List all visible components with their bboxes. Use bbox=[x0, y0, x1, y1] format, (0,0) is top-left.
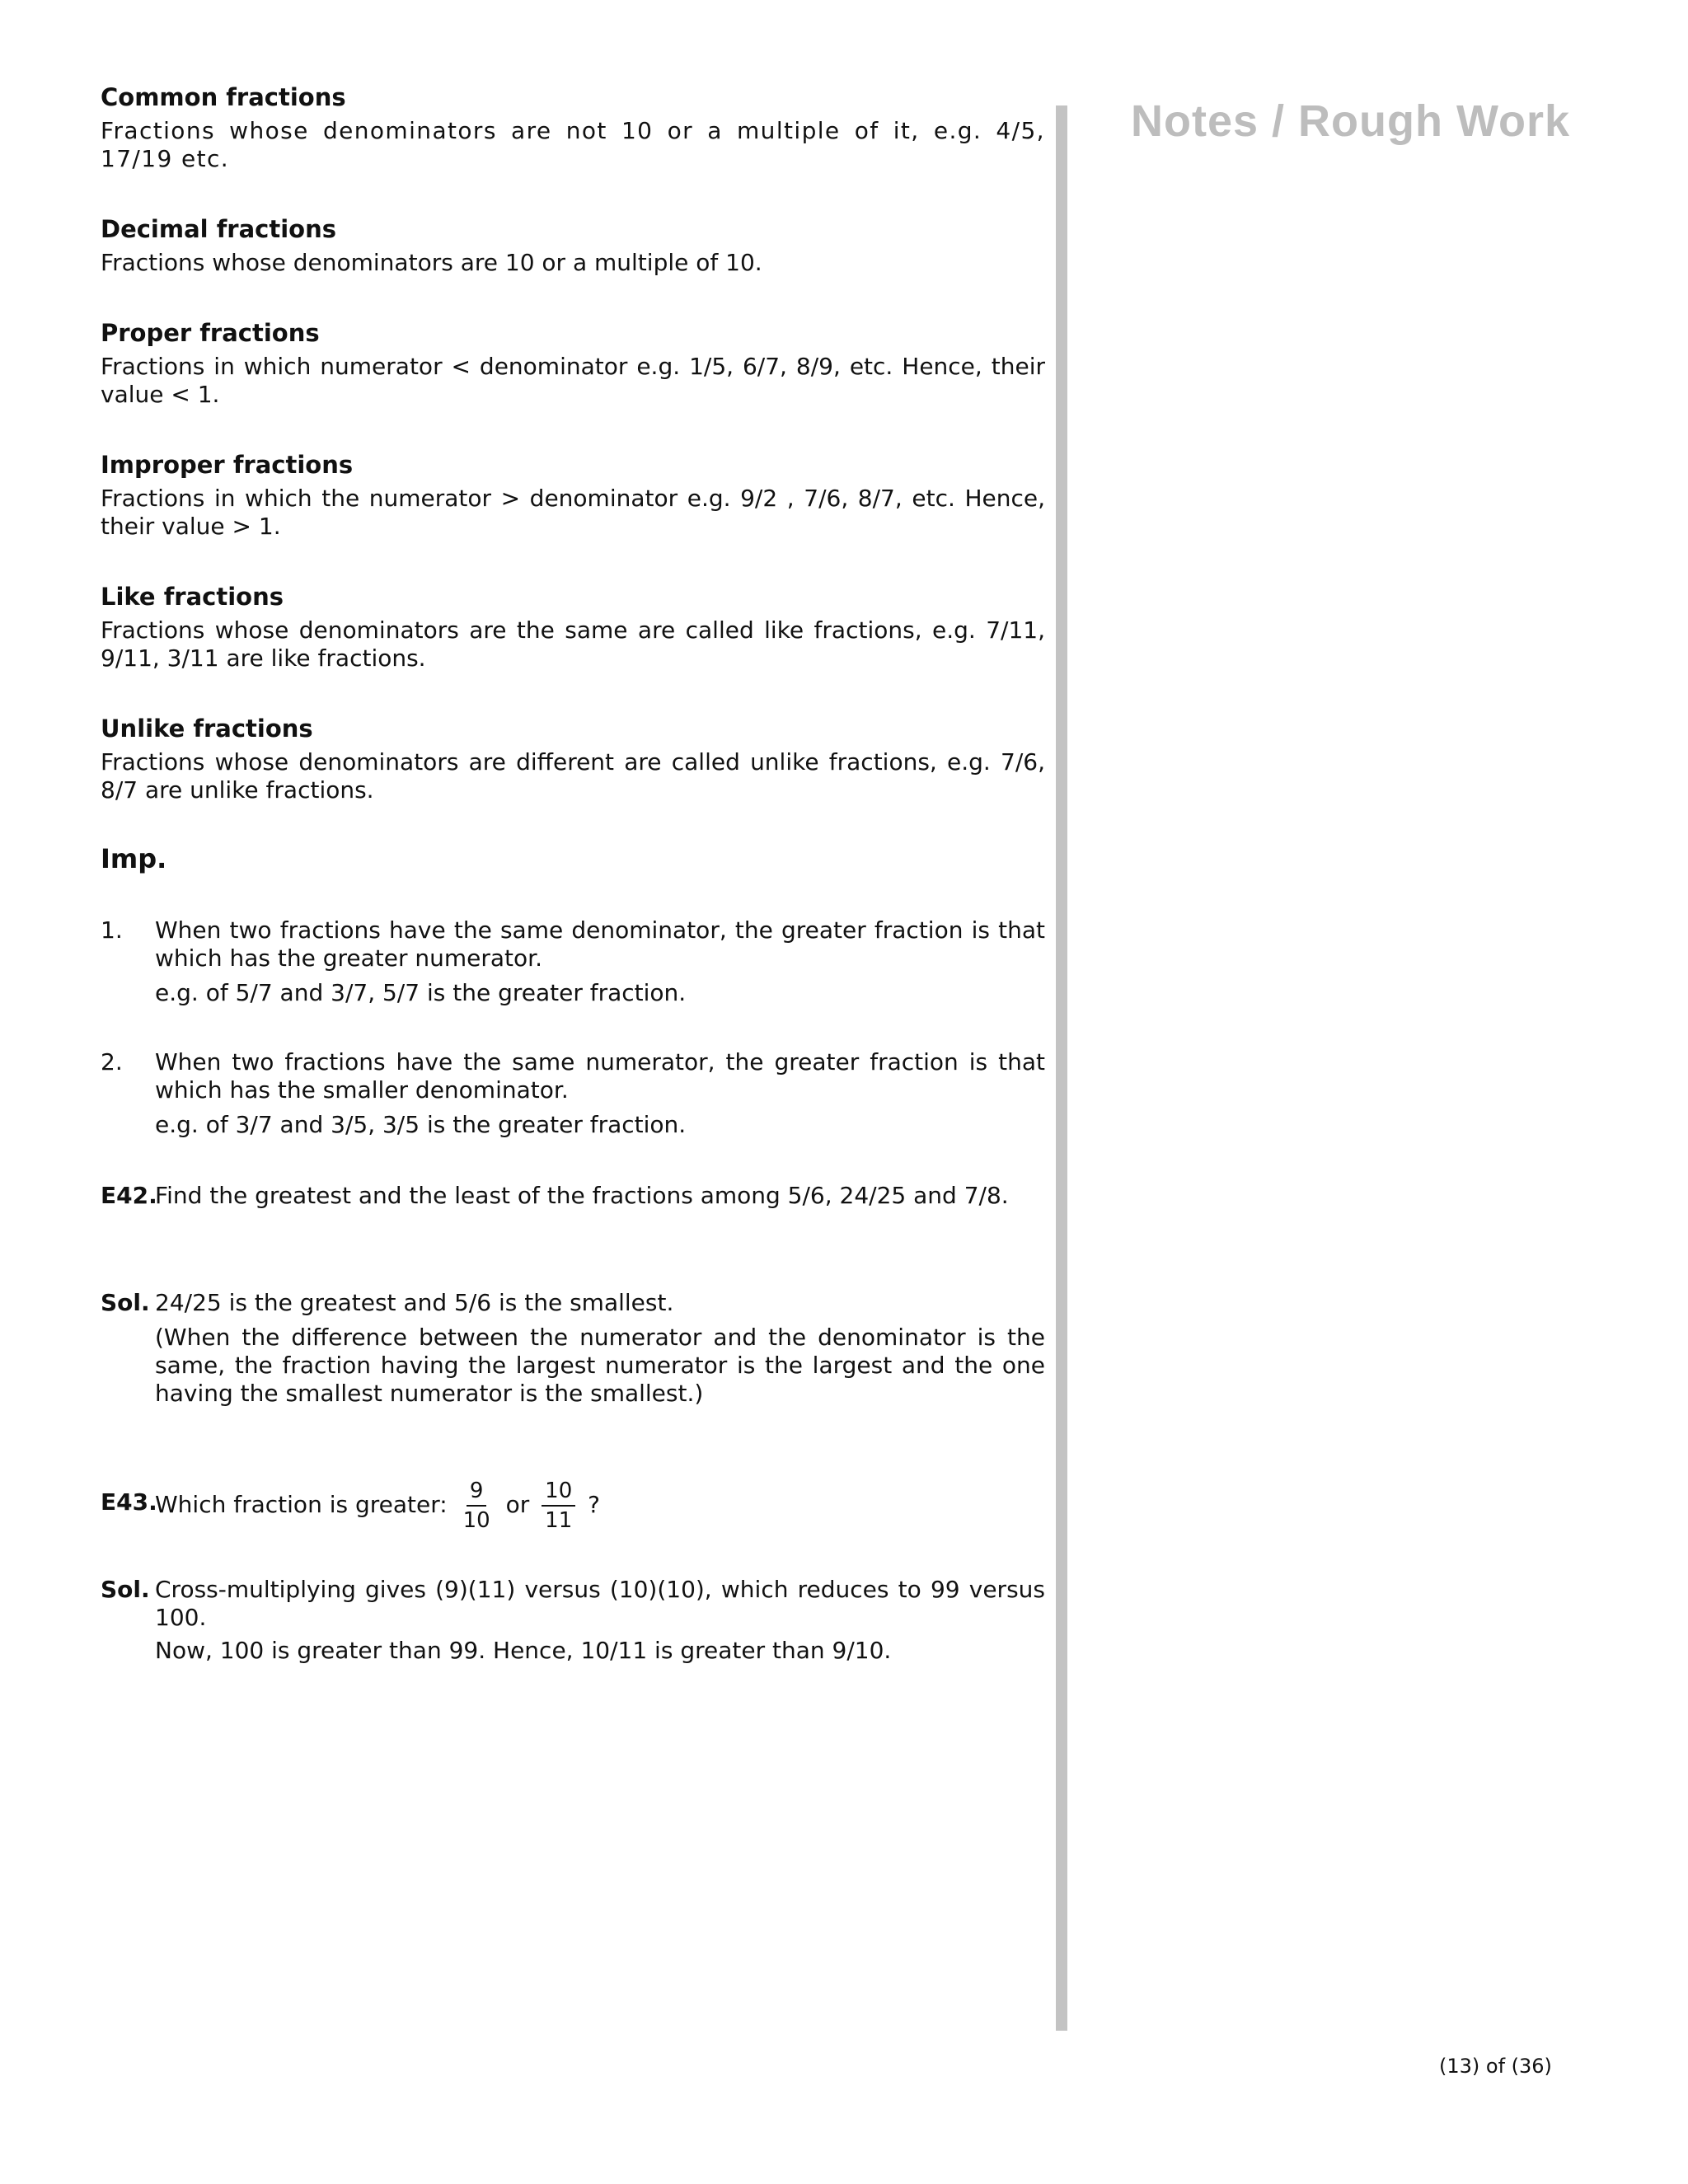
section-heading: Improper fractions bbox=[101, 451, 354, 479]
item-number: 2. bbox=[101, 1048, 123, 1076]
solution-line: Now, 100 is greater than 99. Hence, 10/11 is greater than 9/10. bbox=[155, 1637, 892, 1664]
example-e42-question bbox=[101, 1182, 1045, 1210]
section-text: Fractions whose denominators are different are called unlike fractions, e.g. 7/6, 8/7 are unlike fractions. bbox=[101, 748, 1045, 804]
question-prefix: Which fraction is greater: bbox=[155, 1491, 448, 1518]
example-question bbox=[155, 1477, 1045, 1535]
page-number: (13) of (36) bbox=[1439, 2055, 1552, 2078]
fraction-denominator: 11 bbox=[545, 1508, 573, 1533]
section-heading: Common fractions bbox=[101, 83, 346, 111]
main-content bbox=[101, 82, 1045, 1665]
solution-label: Sol. bbox=[101, 1289, 150, 1316]
section-heading: Proper fractions bbox=[101, 319, 320, 347]
section-text: Fractions whose denominators are 10 or a multiple of 10. bbox=[101, 249, 762, 276]
imp-heading: Imp. bbox=[101, 843, 167, 874]
fraction-numerator: 9 bbox=[467, 1477, 487, 1507]
section-text: Fractions whose denominators are the same are called like fractions, e.g. 7/11, 9/11, 3/11 are like fractions. bbox=[101, 616, 1045, 672]
solution-line: Cross-multiplying gives (9)(11) versus (10)(10), which reduces to 99 versus 100. bbox=[155, 1576, 1045, 1631]
section-text: Fractions in which the numerator > denominator e.g. 9/2 , 7/6, 8/7, etc. Hence, their value > 1. bbox=[101, 485, 1045, 540]
example-e43-question bbox=[101, 1477, 1045, 1535]
item-example: e.g. of 3/7 and 3/5, 3/5 is the greater fraction. bbox=[155, 1111, 687, 1138]
item-example: e.g. of 5/7 and 3/7, 5/7 is the greater fraction. bbox=[155, 979, 687, 1006]
section-unlike-fractions bbox=[101, 714, 1045, 804]
section-heading: Like fractions bbox=[101, 583, 284, 611]
section-like-fractions bbox=[101, 582, 1045, 673]
example-question: Find the greatest and the least of the fractions among 5/6, 24/25 and 7/8. bbox=[155, 1182, 1009, 1209]
solution-label: Sol. bbox=[101, 1576, 150, 1603]
notes-divider bbox=[1056, 105, 1067, 2031]
notes-title: Notes / Rough Work bbox=[1131, 96, 1571, 146]
section-common-fractions bbox=[101, 82, 1045, 173]
solution-explanation: (When the difference between the numerator and the denominator is the same, the fraction having the largest numerator is the largest and the one having the smallest numerator is the smallest.) bbox=[155, 1324, 1045, 1407]
example-e43-solution bbox=[101, 1576, 1045, 1665]
example-e42-solution bbox=[101, 1289, 1045, 1408]
example-label: E42. bbox=[101, 1182, 157, 1209]
section-proper-fractions bbox=[101, 318, 1045, 409]
section-heading: Decimal fractions bbox=[101, 215, 337, 243]
solution-line: 24/25 is the greatest and 5/6 is the smallest. bbox=[155, 1289, 674, 1316]
section-text: Fractions whose denominators are not 10 or a multiple of it, e.g. 4/5, 17/19 etc. bbox=[101, 117, 1045, 172]
example-label: E43. bbox=[101, 1488, 157, 1516]
section-improper-fractions bbox=[101, 450, 1045, 541]
question-mark: ? bbox=[588, 1491, 601, 1518]
imp-item bbox=[101, 1048, 1045, 1139]
fraction-numerator: 10 bbox=[542, 1477, 575, 1507]
item-text: When two fractions have the same denominator, the greater fraction is that which has the greater numerator. bbox=[155, 916, 1045, 972]
section-heading: Unlike fractions bbox=[101, 715, 313, 743]
fraction bbox=[542, 1477, 575, 1535]
imp-item bbox=[101, 916, 1045, 1007]
item-number: 1. bbox=[101, 916, 123, 944]
fraction bbox=[460, 1477, 494, 1535]
fraction-denominator: 10 bbox=[462, 1508, 490, 1533]
or-word: or bbox=[505, 1491, 530, 1518]
section-decimal-fractions bbox=[101, 214, 1045, 277]
section-text: Fractions in which numerator < denominator e.g. 1/5, 6/7, 8/9, etc. Hence, their value < 1. bbox=[101, 353, 1045, 408]
item-text: When two fractions have the same numerator, the greater fraction is that which has the smaller denominator. bbox=[155, 1048, 1045, 1104]
